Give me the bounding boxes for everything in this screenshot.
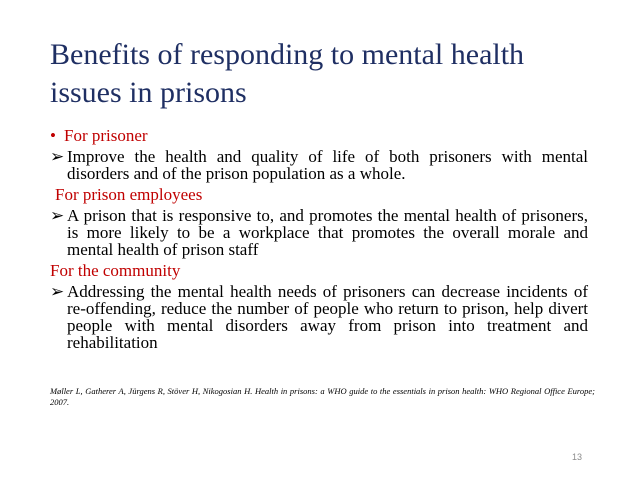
list-item-community — [50, 283, 588, 351]
list-item-prisoner — [50, 148, 588, 182]
slide-content — [50, 127, 588, 355]
arrow-bullet-icon: ➢ — [50, 147, 65, 166]
section-heading-community: For the community — [50, 261, 181, 280]
list-item-prisoner-text: Improve the health and quality of life of both prisoners with mental disorders and of the prison population as a whole. — [67, 147, 588, 183]
arrow-bullet-icon: ➢ — [50, 282, 65, 301]
page-number: 13 — [572, 452, 583, 462]
bullet-icon: • — [50, 126, 56, 145]
citation: Møller L, Gatherer A, Jürgens R, Stöver H, Nikogosian H. Health in prisons: a WHO guide to the essentials in prison health: WHO Regional Office Europe; 2007. — [50, 386, 595, 407]
section-heading-prisoner — [50, 127, 588, 144]
list-item-employees — [50, 207, 588, 258]
list-item-employees-text: A prison that is responsive to, and promotes the mental health of prisoners, is more likely to be a workplace that promotes the overall morale and mental health of prison staff — [67, 206, 588, 259]
section-heading-employees: For prison employees — [55, 185, 203, 204]
arrow-bullet-icon: ➢ — [50, 206, 65, 225]
section-heading-prisoner-label: For prisoner — [64, 126, 148, 145]
list-item-community-text: Addressing the mental health needs of prisoners can decrease incidents of re-offending, reduce the number of people who return to prison, help divert people with mental disorders away from prison into treatment and rehabilitation — [67, 282, 588, 352]
slide-title: Benefits of responding to mental health issues in prisons — [50, 38, 525, 109]
